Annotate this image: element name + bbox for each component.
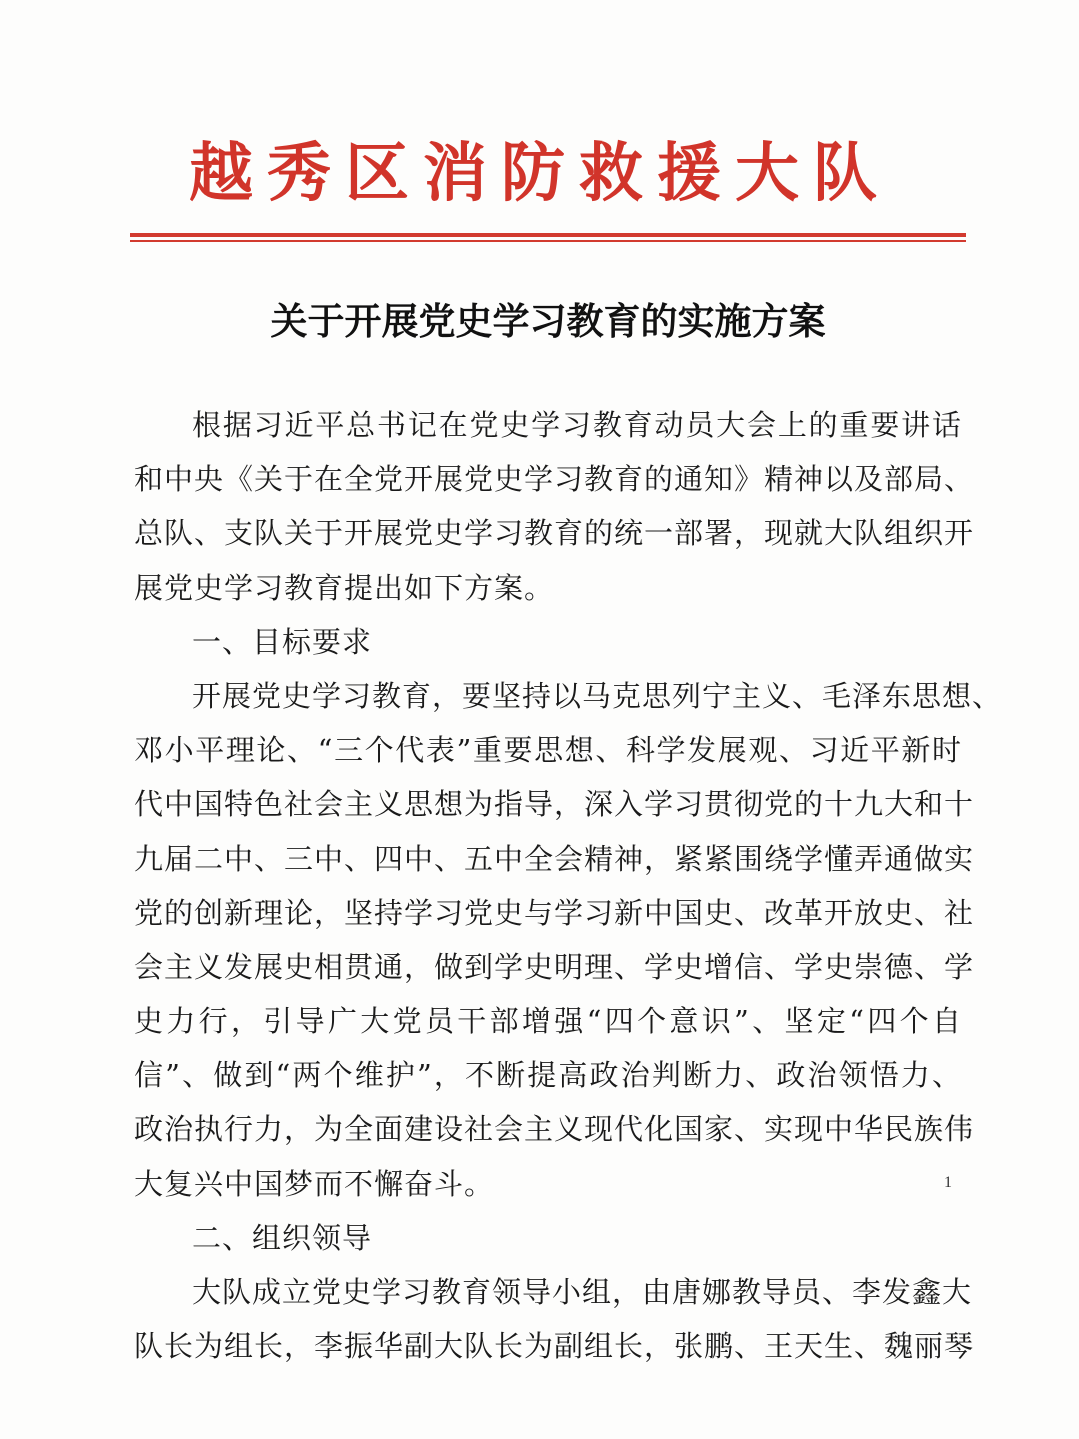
body-line: 根据习近平总书记在党史学习教育动员大会上的重要讲话 <box>192 408 962 442</box>
body-line: 会主义发展史相贯通，做到学史明理、学史增信、学史崇德、学 <box>134 949 975 984</box>
document-body <box>134 398 1003 1373</box>
body-line: 展党史学习教育提出如下方案。 <box>134 570 555 605</box>
body-line: 总队、支队关于开展党史学习教育的统一部署，现就大队组织开 <box>134 516 975 551</box>
body-line: 队长为组长，李振华副大队长为副组长，张鹏、王天生、魏丽琴 <box>134 1329 975 1364</box>
organization-header: 越秀区消防救援大队 <box>189 136 891 211</box>
section-heading: 一、目标要求 <box>192 624 373 659</box>
body-line: 和中央《关于在全党开展党史学习教育的通知》精神以及部局、 <box>134 462 975 497</box>
body-line: 政治执行力，为全面建设社会主义现代化国家、实现中华民族伟 <box>134 1112 975 1147</box>
page-number: 1 <box>944 1174 952 1191</box>
body-line: 大复兴中国梦而不懈奋斗。 <box>134 1166 495 1201</box>
body-line: 党的创新理论，坚持学习党史与学习新中国史、改革开放史、社 <box>134 895 975 930</box>
red-divider-thick <box>130 233 966 237</box>
body-line: 史力行，引导广大党员干部增强“四个意识”、坚定“四个自 <box>134 1004 962 1039</box>
document-title: 关于开展党史学习教育的实施方案 <box>270 300 826 343</box>
red-divider-thin <box>130 240 966 242</box>
body-line: 代中国特色社会主义思想为指导，深入学习贯彻党的十九大和十 <box>134 787 975 822</box>
body-line: 开展党史学习教育，要坚持以马克思列宁主义、毛泽东思想、 <box>192 678 1003 713</box>
section-heading: 二、组织领导 <box>192 1220 373 1255</box>
body-line: 信”、做到“两个维护”，不断提高政治判断力、政治领悟力、 <box>134 1058 962 1093</box>
body-line: 大队成立党史学习教育领导小组，由唐娜教导员、李发鑫大 <box>192 1275 973 1309</box>
body-line: 邓小平理论、“三个代表”重要思想、科学发展观、习近平新时 <box>134 733 962 768</box>
body-line: 九届二中、三中、四中、五中全会精神，紧紧围绕学懂弄通做实 <box>134 841 975 876</box>
